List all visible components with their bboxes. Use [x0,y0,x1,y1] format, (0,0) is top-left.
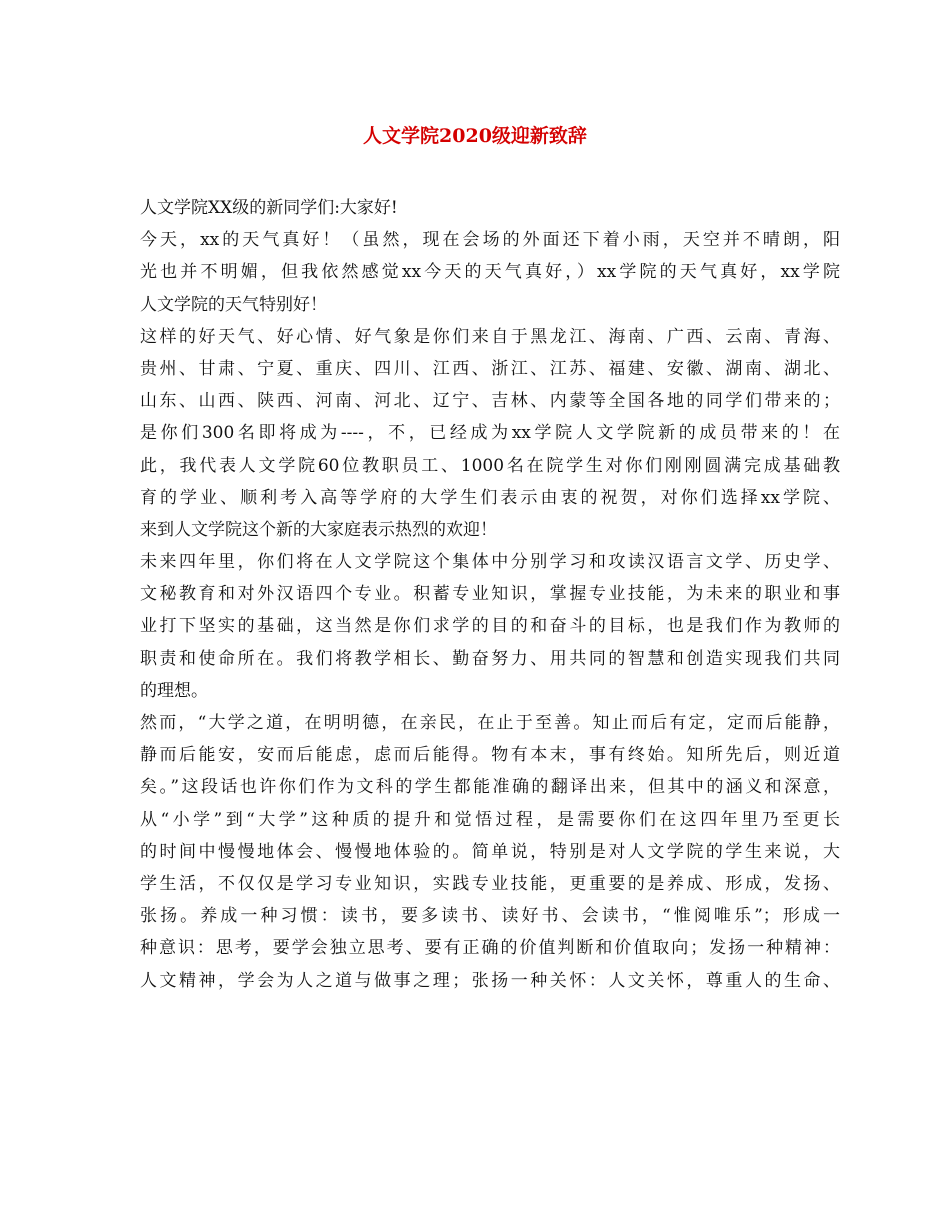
text-line: 未来四年里，你们将在人文学院这个集体中分别学习和攻读汉语言文学、历史学、 [140,552,840,573]
text-line: 人文学院的天气特别好！ [140,294,327,315]
text-line: 业打下坚实的基础，这当然是你们求学的目的和奋斗的目标，也是我们作为教师的 [140,616,840,637]
text-line: 此，我代表人文学院60位教职员工、1000名在院学生对你们刚刚圆满完成基础教 [140,455,840,476]
text-line: 静而后能安，安而后能虑，虑而后能得。物有本末，事有终始。知所先后，则近道 [140,745,840,766]
text-line: 然而，“大学之道，在明明德，在亲民，在止于至善。知止而后有定，定而后能静， [140,713,840,733]
text-line: 育的学业、顺利考入高等学府的大学生们表示由衷的祝贺，对你们选择xx学院、 [140,487,840,508]
text-line: 人文学院XX级的新同学们:大家好! [140,198,398,218]
text-line: 人文精神，学会为人之道与做事之理；张扬一种关怀：人文关怀，尊重人的生命、 [140,970,840,991]
text-line: 今天，xx的天气真好！（虽然，现在会场的外面还下着小雨，天空并不晴朗，阳 [140,230,840,251]
text-line: 的理想。 [140,680,208,701]
document-body [140,192,840,997]
document-title: 人文学院2020级迎新致辞 [363,125,587,147]
text-line: 的时间中慢慢地体会、慢慢地体验的。简单说，特别是对人文学院的学生来说，大 [140,841,840,862]
text-line: 是你们300名即将成为----，不，已经成为xx学院人文学院新的成员带来的！在 [140,423,840,444]
text-line: 来到人文学院这个新的大家庭表示热烈的欢迎！ [140,519,497,540]
text-line: 学生活，不仅仅是学习专业知识，实践专业技能，更重要的是养成、形成，发扬、 [140,873,840,894]
text-line: 矣。”这段话也许你们作为文科的学生都能准确的翻译出来，但其中的涵义和深意， [140,777,840,798]
text-line: 种意识：思考，要学会独立思考、要有正确的价值判断和价值取向；发扬一种精神： [140,938,840,959]
text-line: 文秘教育和对外汉语四个专业。积蓄专业知识，掌握专业技能，为未来的职业和事 [140,584,840,605]
text-line: 张扬。养成一种习惯：读书，要多读书、读好书、会读书，“惟阅唯乐”；形成一 [140,906,840,927]
text-line: 这样的好天气、好心情、好气象是你们来自于黑龙江、海南、广西、云南、青海、 [140,326,840,347]
text-line: 山东、山西、陕西、河南、河北、辽宁、吉林、内蒙等全国各地的同学们带来的； [140,391,840,412]
text-line: 职责和使命所在。我们将教学相长、勤奋努力、用共同的智慧和创造实现我们共同 [140,648,840,669]
text-line: 光也并不明媚，但我依然感觉xx今天的天气真好，）xx学院的天气真好，xx学院 [140,262,840,283]
text-line: 贵州、甘肃、宁夏、重庆、四川、江西、浙江、江苏、福建、安徽、湖南、湖北、 [140,358,840,379]
text-line: 从“小学”到“大学”这种质的提升和觉悟过程，是需要你们在这四年里乃至更长 [140,809,840,830]
